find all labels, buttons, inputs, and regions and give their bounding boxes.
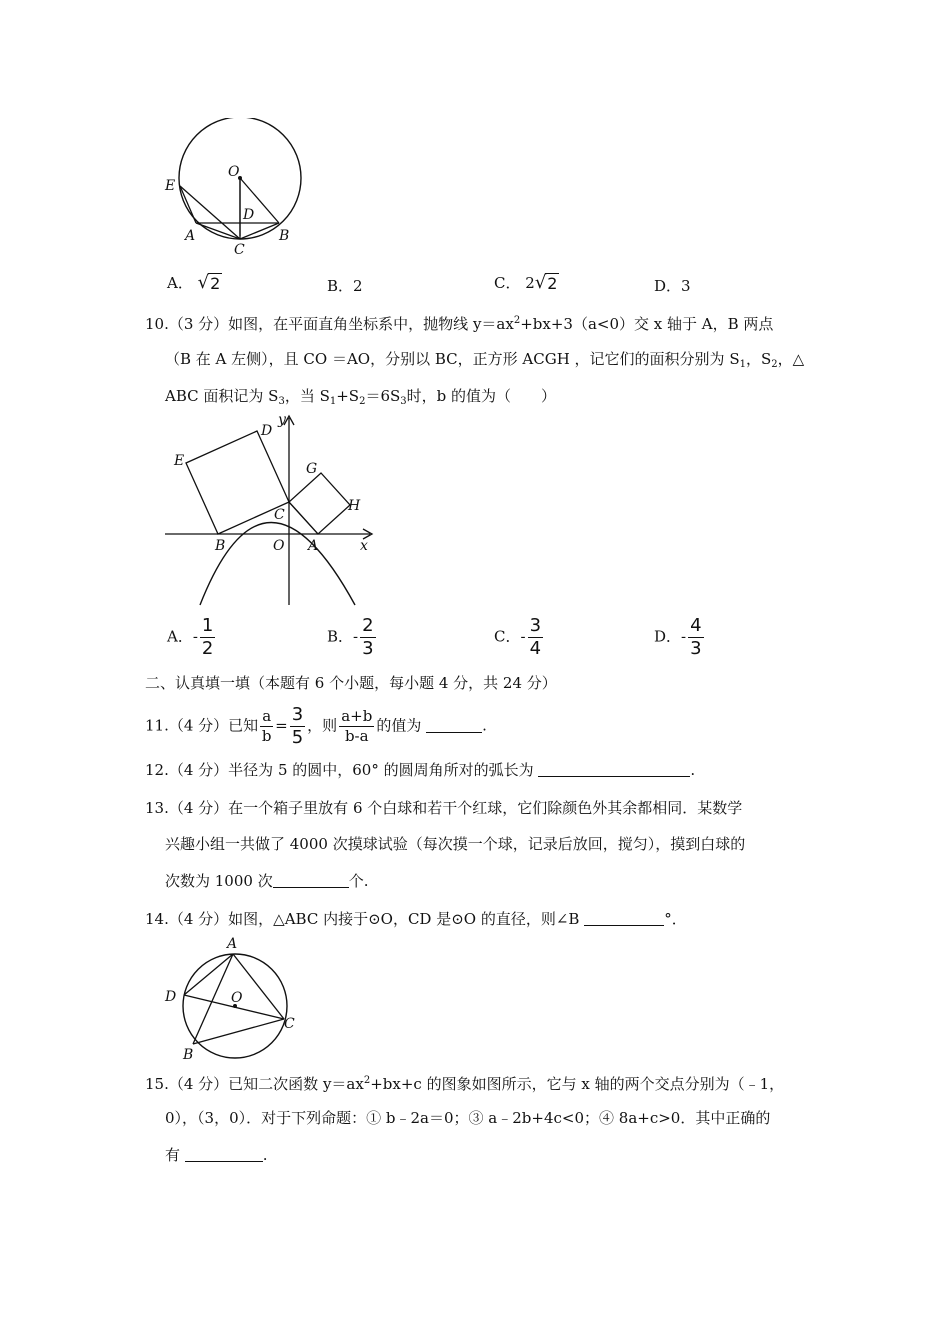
q10-text-3-sub1: 1	[329, 396, 337, 407]
section-2-heading: 二、认真填一填（本题有 6 个小题，每小题 4 分，共 24 分）	[145, 674, 557, 692]
q9-segment-cb	[240, 223, 279, 239]
q10-text-3d: ＝6S	[365, 387, 401, 405]
q10-text-2b: ，S	[745, 350, 772, 368]
q10-option-b-sign: -	[353, 627, 359, 646]
q10-line-2	[165, 349, 804, 375]
q13-number: 13.	[145, 799, 169, 817]
q10-text-3b: ，当 S	[284, 387, 330, 405]
q9-option-c-value: 2	[547, 274, 558, 293]
q10-label-b: B	[215, 538, 226, 554]
q11-f1-den: b	[261, 727, 272, 745]
q10-option-a-num: 1	[201, 615, 214, 636]
q9-option-b-value: 2	[353, 277, 363, 295]
q10-text-1-sup: 2	[513, 315, 521, 326]
q9-option-c[interactable]	[494, 272, 559, 293]
q9-option-c-sqrt: √ 2	[534, 272, 558, 293]
q10-label-y: y	[278, 412, 286, 428]
q9-option-a-sqrt: √ 2	[197, 272, 221, 293]
q9-segment-ac	[196, 223, 240, 239]
q9-option-d-value: 3	[681, 277, 691, 295]
q10-option-a-prefix: A．	[167, 627, 193, 646]
q9-option-a-value: 2	[210, 274, 221, 293]
q11-text-1: 已知	[228, 716, 259, 735]
q10-label-o: O	[273, 538, 285, 554]
q10-text-2-sub1: 1	[739, 359, 746, 370]
q14-label-a: A	[227, 936, 238, 952]
q13-line-3	[165, 871, 369, 891]
q11-f3-num: a+b	[341, 707, 373, 725]
q15-text-3: 有	[165, 1146, 181, 1164]
q15-end: .	[262, 1146, 268, 1164]
q10-option-c[interactable]	[494, 617, 545, 658]
q11-number: 11.	[145, 716, 169, 735]
q14-label-o: O	[231, 990, 243, 1006]
q10-option-a-fraction	[200, 617, 215, 658]
q11-line	[145, 706, 487, 746]
q14-text: 如图，△ABC 内接于⊙O，CD 是⊙O 的直径，则∠B	[228, 910, 580, 928]
q10-option-d[interactable]	[654, 617, 706, 658]
q11-score: （4 分）	[168, 716, 229, 735]
q10-option-c-den: 4	[529, 638, 542, 659]
q10-option-b-prefix: B．	[327, 627, 354, 646]
q10-option-d-sign: -	[681, 627, 687, 646]
q10-label-h: H	[348, 498, 361, 514]
q9-label-a: A	[185, 228, 196, 244]
q9-segment-ea	[180, 186, 196, 223]
q10-option-c-fraction	[528, 617, 543, 658]
q10-square-acgh	[289, 473, 350, 534]
q9-label-d: D	[243, 207, 255, 223]
q10-option-b[interactable]	[327, 617, 378, 658]
q11-text-3: 的值为	[376, 716, 422, 735]
q9-option-b[interactable]	[327, 275, 363, 296]
q15-text-1a: 已知二次函数 y＝ax	[228, 1075, 364, 1093]
q10-line-3	[165, 386, 556, 412]
q10-text-2-sub2: 2	[771, 359, 778, 370]
q14-figure	[160, 933, 310, 1063]
q10-option-c-num: 3	[529, 615, 542, 636]
q10-option-d-prefix: D．	[654, 627, 682, 646]
q14-answer-blank[interactable]	[584, 911, 664, 926]
q11-fraction-target	[339, 709, 374, 744]
q10-option-b-den: 3	[362, 638, 374, 659]
q10-text-3e: 时，b 的值为（ ）	[406, 387, 557, 405]
q14-number: 14.	[145, 910, 169, 928]
q10-text-3c: +S	[336, 387, 360, 405]
q13-answer-blank[interactable]	[273, 873, 349, 888]
q14-label-b: B	[183, 1047, 194, 1063]
q10-score: （3 分）	[168, 315, 229, 333]
q10-label-a: A	[308, 538, 319, 554]
q15-text-1-sup: 2	[363, 1075, 371, 1086]
q9-option-b-prefix: B．	[327, 277, 354, 295]
q9-option-c-coef: 2	[525, 274, 535, 292]
q13-line-2: 兴趣小组一共做了 4000 次摸球试验（每次摸一个球，记录后放回，搅匀），摸到白球的	[165, 835, 746, 853]
q11-equals: =	[275, 716, 288, 735]
q9-option-a-prefix: A．	[167, 274, 193, 292]
q10-line-1	[145, 311, 773, 334]
q10-text-1a: 如图，在平面直角坐标系中，抛物线 y＝ax	[228, 315, 514, 333]
q15-number: 15.	[145, 1075, 169, 1093]
q14-label-d: D	[165, 989, 177, 1005]
q15-line-2: 0），（3，0）．对于下列命题：① b﹣2a＝0；③ a﹣2b+4c<0；④ 8a+c>0．其中正确的	[165, 1109, 771, 1127]
q10-text-3-sub2: 2	[359, 396, 366, 407]
q15-line-1	[145, 1071, 784, 1094]
q10-option-b-fraction	[360, 617, 375, 658]
q9-figure	[160, 118, 310, 268]
q11-text-2: ，则	[307, 716, 338, 735]
q14-score: （4 分）	[168, 910, 229, 928]
q9-label-b: B	[279, 228, 290, 244]
q10-option-d-num: 4	[690, 615, 702, 636]
q10-text-3-sub3b: 3	[400, 396, 407, 407]
q10-option-a-den: 2	[201, 638, 214, 659]
q9-label-c: C	[234, 242, 245, 258]
q10-label-g: G	[306, 461, 318, 477]
q11-answer-blank[interactable]	[426, 718, 482, 733]
q9-label-e: E	[165, 178, 176, 194]
q12-line	[145, 760, 695, 780]
q11-fraction-3-over-5	[290, 706, 305, 747]
q12-answer-blank[interactable]	[538, 762, 690, 777]
q9-option-d-prefix: D．	[654, 277, 682, 295]
q12-number: 12.	[145, 761, 169, 779]
q10-parabola	[200, 523, 355, 606]
q9-option-d[interactable]	[654, 275, 691, 296]
q11-end: .	[482, 716, 487, 735]
q10-label-x: x	[360, 538, 368, 554]
q10-text-2c: ，△	[777, 350, 805, 368]
q12-end: .	[690, 761, 696, 779]
q11-f1-num: a	[262, 707, 272, 725]
q15-line-3	[165, 1145, 268, 1165]
q9-option-c-prefix: C．	[494, 274, 521, 292]
q13-end: 个.	[348, 872, 369, 890]
q13-text-3: 次数为 1000 次	[165, 872, 273, 890]
q14-label-c: C	[284, 1016, 295, 1032]
q11-f2-num: 3	[291, 704, 304, 725]
q11-f2-den: 5	[291, 727, 304, 748]
q11-fraction-a-over-b	[260, 709, 273, 744]
q10-text-3-sub3: 3	[278, 396, 285, 407]
q14-segment-ad	[184, 954, 233, 995]
q14-end: °．	[664, 910, 687, 928]
q13-text-1: 在一个箱子里放有 6 个白球和若干个红球，它们除颜色外其余都相同．某数学	[228, 799, 743, 817]
q10-text-3a: ABC 面积记为 S	[165, 387, 279, 405]
q10-option-c-sign: -	[520, 627, 526, 646]
q10-option-a[interactable]	[167, 617, 217, 658]
q15-score: （4 分）	[168, 1075, 229, 1093]
q13-score: （4 分）	[168, 799, 229, 817]
q10-label-d: D	[261, 423, 273, 439]
q10-label-c: C	[274, 507, 285, 523]
q10-option-c-prefix: C．	[494, 627, 521, 646]
q10-figure	[160, 410, 390, 610]
q15-text-1b: +bx+c 的图象如图所示，它与 x 轴的两个交点分别为（﹣1，	[370, 1075, 785, 1093]
q10-option-d-fraction	[688, 617, 703, 658]
q10-label-e: E	[174, 453, 185, 469]
q10-text-1b: +bx+3（a<0）交 x 轴于 A，B 两点	[520, 315, 774, 333]
q12-score: （4 分）	[168, 761, 229, 779]
q14-segment-bc	[193, 1019, 284, 1044]
q10-text-2a: （B 在 A 左侧），且 CO ＝AO，分别以 BC，正方形 ACGH ，记它们的面积分别为 S	[165, 350, 740, 368]
q10-option-d-den: 3	[690, 638, 702, 659]
q11-f3-den: b-a	[344, 727, 369, 745]
q10-option-b-num: 2	[362, 615, 374, 636]
q12-text: 半径为 5 的圆中，60° 的圆周角所对的弧长为	[228, 761, 534, 779]
q9-label-o: O	[228, 164, 240, 180]
q15-answer-blank[interactable]	[185, 1147, 263, 1162]
q9-option-a[interactable]	[167, 272, 222, 293]
q10-number: 10.	[145, 315, 169, 333]
q14-line	[145, 909, 687, 929]
q13-line-1	[145, 798, 742, 818]
q10-option-a-sign: -	[192, 627, 198, 646]
